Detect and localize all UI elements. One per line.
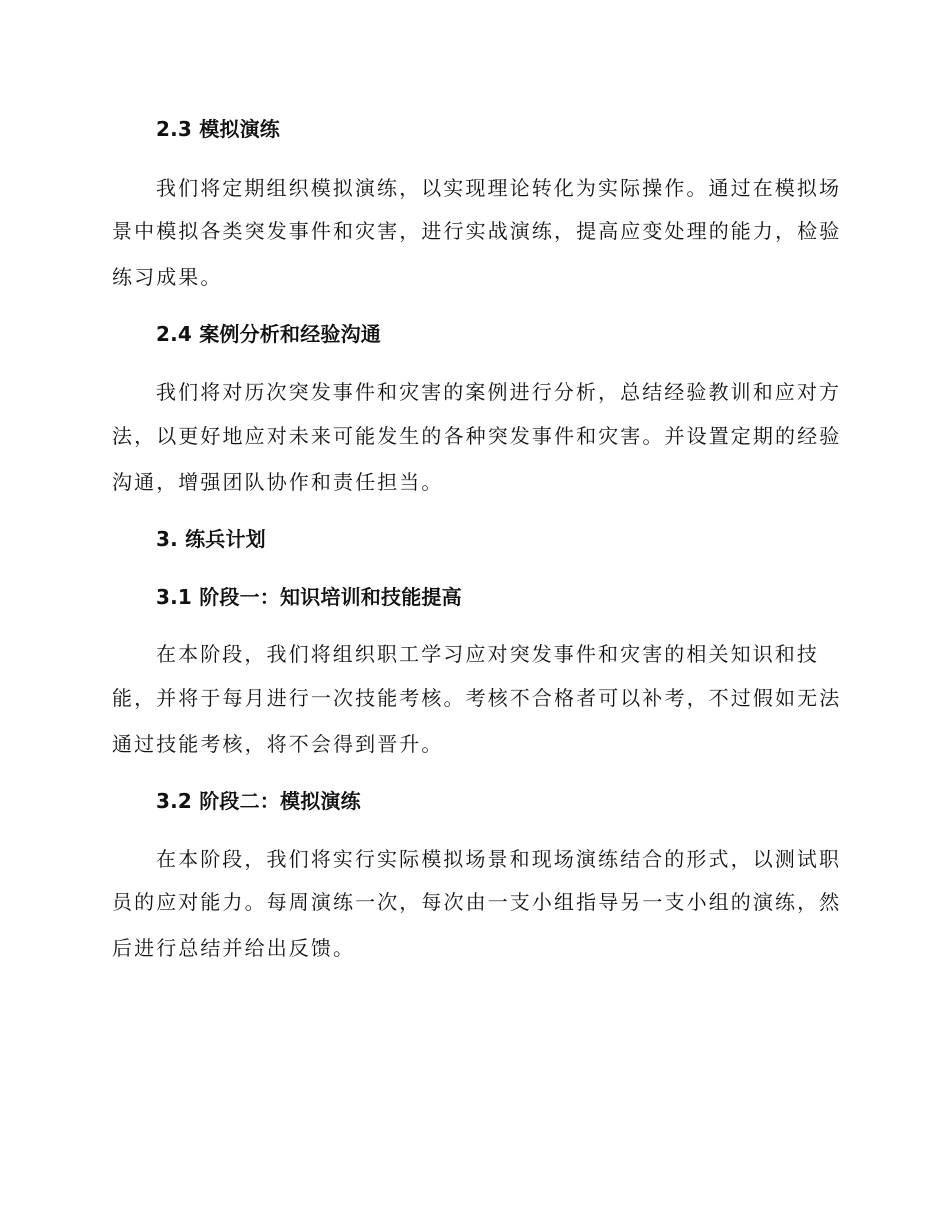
paragraph-line: 我们将对历次突发事件和灾害的案例进行分析，总结经验教训和应对方: [156, 380, 842, 404]
paragraph-line: 通过技能考核，将不会得到晋升。: [112, 732, 444, 756]
section-heading-3-1: 3.1 阶段一：知识培训和技能提高: [156, 585, 462, 609]
paragraph-line: 练习成果。: [112, 265, 223, 289]
paragraph-line: 员的应对能力。每周演练一次，每次由一支小组指导另一支小组的演练，然: [112, 890, 842, 914]
paragraph-line: 在本阶段，我们将实行实际模拟场景和现场演练结合的形式，以测试职: [156, 847, 842, 871]
paragraph-line: 景中模拟各类突发事件和灾害，进行实战演练，提高应变处理的能力，检验: [112, 219, 842, 243]
section-heading-2-3: 2.3 模拟演练: [156, 117, 280, 141]
paragraph-line: 后进行总结并给出反馈。: [112, 936, 356, 960]
section-heading-3-2: 3.2 阶段二：模拟演练: [156, 789, 361, 813]
section-heading-3: 3. 练兵计划: [156, 527, 266, 551]
paragraph-line: 我们将定期组织模拟演练，以实现理论转化为实际操作。通过在模拟场: [156, 176, 842, 200]
paragraph-line: 在本阶段，我们将组织职工学习应对突发事件和灾害的相关知识和技: [156, 642, 819, 666]
paragraph-line: 能，并将于每月进行一次技能考核。考核不合格者可以补考，不过假如无法: [112, 686, 842, 710]
section-heading-2-4: 2.4 案例分析和经验沟通: [156, 322, 381, 346]
paragraph-line: 沟通，增强团队协作和责任担当。: [112, 470, 444, 494]
paragraph-line: 法，以更好地应对未来可能发生的各种突发事件和灾害。并设置定期的经验: [112, 424, 842, 448]
